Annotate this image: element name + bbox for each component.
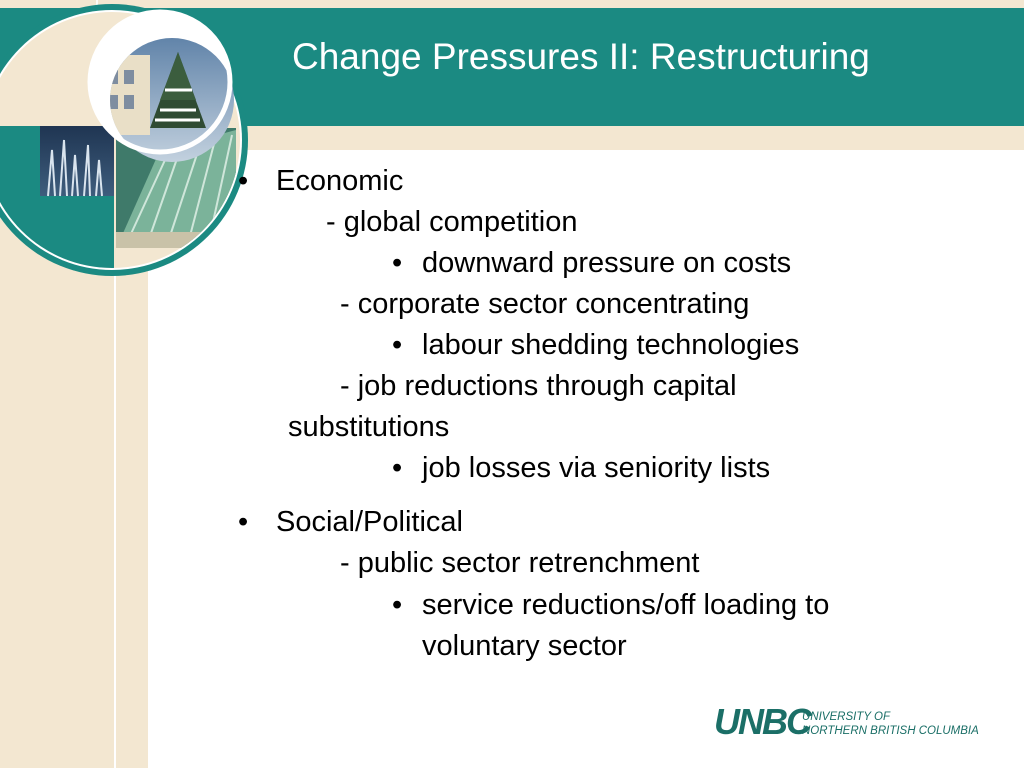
- slide-title: Change Pressures II: Restructuring: [292, 36, 870, 77]
- sub-item: - corporate sector concentrating: [340, 288, 750, 320]
- logo-line-1: UNIVERSITY OF: [802, 711, 890, 723]
- sub-sub-item: service reductions/off loading to: [422, 589, 830, 621]
- sub-sub-item-continuation: voluntary sector: [422, 630, 627, 662]
- sub-item: - job reductions through capital: [340, 370, 737, 402]
- sub-sub-item: downward pressure on costs: [422, 247, 792, 279]
- sub-sub-item: labour shedding technologies: [422, 329, 800, 361]
- sub-item: - public sector retrenchment: [340, 547, 700, 579]
- sub-sub-item: job losses via seniority lists: [422, 452, 771, 484]
- bullet-heading-economic: Economic: [276, 165, 404, 197]
- unbc-wordmark: UNBC: [714, 701, 810, 742]
- logo-line-2: NORTHERN BRITISH COLUMBIA: [802, 725, 979, 737]
- bullet-marker: •: [392, 452, 403, 484]
- sub-item: - global competition: [326, 206, 578, 238]
- bullet-marker: •: [238, 165, 249, 197]
- bullet-marker: •: [238, 506, 249, 538]
- bullet-marker: •: [392, 247, 403, 279]
- unbc-logo-mark: [712, 694, 992, 750]
- bullet-heading-social: Social/Political: [276, 506, 463, 538]
- unbc-logo: [712, 694, 992, 755]
- sub-item-continuation: substitutions: [288, 411, 450, 443]
- bullet-marker: •: [392, 329, 403, 361]
- bullet-marker: •: [392, 589, 403, 621]
